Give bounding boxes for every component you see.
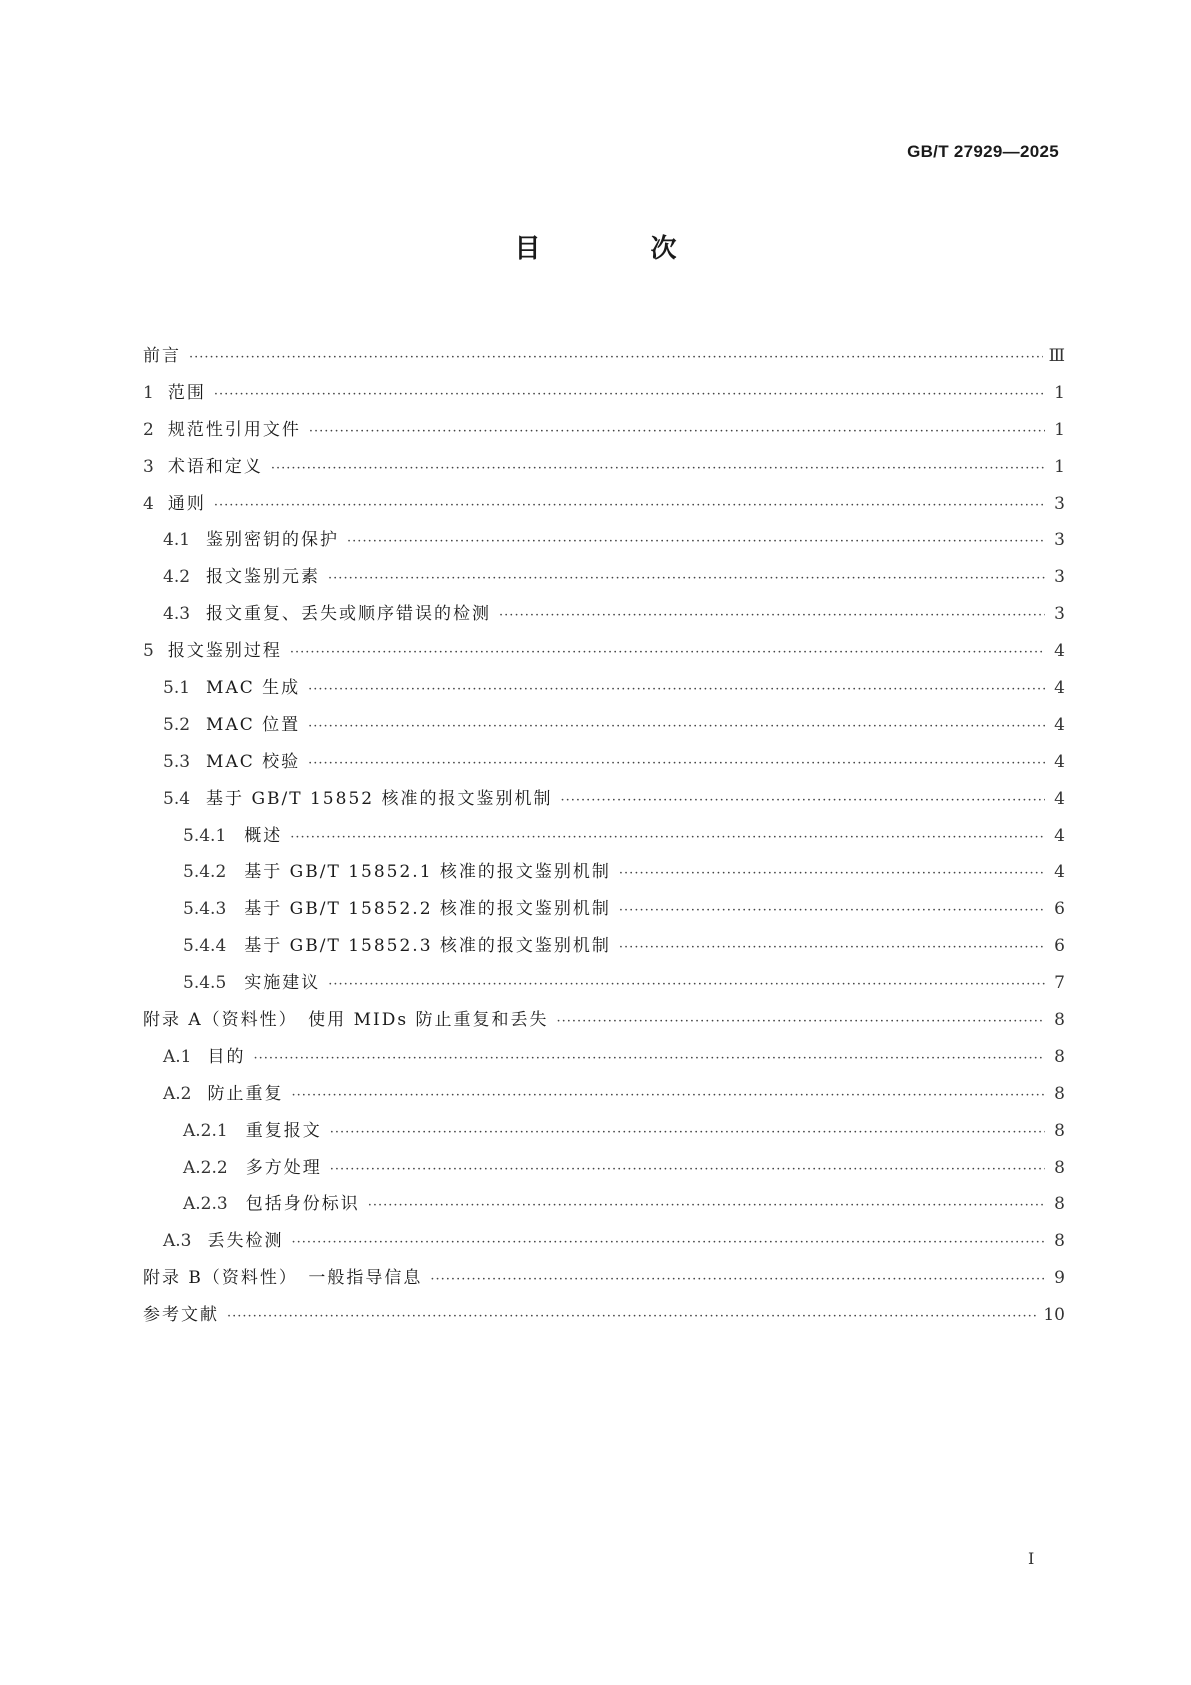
standard-code: GB/T 27929—2025 [907, 142, 1059, 161]
toc-entry-page: 3 [1054, 530, 1065, 551]
toc-entry-title: MAC 校验 [206, 751, 301, 772]
toc-entry-page: 4 [1054, 862, 1065, 883]
toc-dot-leader [556, 1014, 1045, 1029]
toc-entry-number: A.2 [163, 1083, 192, 1104]
toc-entry-page: 4 [1054, 641, 1065, 662]
toc-entry-number: 5.4.4 [183, 936, 227, 957]
toc-dot-leader [560, 793, 1045, 808]
toc-dot-leader [328, 977, 1045, 992]
toc-entry-title: 通则 [167, 493, 206, 514]
toc-entry-page: 10 [1043, 1305, 1065, 1326]
toc-dot-leader [308, 682, 1045, 697]
toc-entry-page: 8 [1054, 1120, 1065, 1141]
toc-entry[interactable] [143, 1263, 1065, 1300]
toc-entry[interactable] [143, 1116, 1065, 1153]
toc-entry-title: 基于 GB/T 15852.3 核准的报文鉴别机制 [244, 936, 611, 957]
toc-entry-page: 3 [1054, 604, 1065, 625]
toc-entry[interactable] [143, 599, 1065, 636]
footer-page-number: I [1028, 1549, 1035, 1568]
toc-dot-leader [254, 1051, 1046, 1066]
toc-entry-number: 4.1 [163, 530, 191, 551]
toc-entry-number: 4 [143, 493, 154, 514]
toc-entry-title: 规范性引用文件 [167, 419, 301, 440]
toc-entry-title: 包括身份标识 [245, 1194, 360, 1215]
toc-entry-page: 8 [1054, 1157, 1065, 1178]
toc-entry[interactable] [143, 1079, 1065, 1116]
toc-entry-number: A.2.1 [183, 1120, 228, 1141]
toc-entry-number: A.1 [163, 1046, 192, 1067]
toc-entry[interactable] [143, 1153, 1065, 1190]
toc-entry-title: 前言 [143, 346, 181, 366]
toc-entry[interactable] [143, 452, 1065, 489]
toc-entry[interactable] [143, 636, 1065, 673]
toc-entry-page: 1 [1054, 456, 1065, 477]
toc-dot-leader [271, 461, 1045, 476]
toc-entry-title: 范围 [167, 382, 206, 403]
toc-dot-leader [227, 1309, 1037, 1324]
toc-entry-page: 6 [1054, 936, 1065, 957]
toc-entry-number: A.2.2 [183, 1157, 228, 1178]
toc-entry-title: 概述 [244, 825, 283, 846]
toc-entry-title: 重复报文 [245, 1120, 322, 1141]
toc-entry-page: 1 [1054, 382, 1065, 403]
toc-entry[interactable] [143, 931, 1065, 968]
toc-dot-leader [619, 903, 1045, 918]
toc-entry-page: 3 [1054, 567, 1065, 588]
toc-dot-leader [347, 534, 1045, 549]
toc-entry[interactable] [143, 1189, 1065, 1226]
toc-entry-title: 实施建议 [244, 973, 321, 994]
toc-dot-leader [328, 571, 1045, 586]
toc-entry[interactable] [143, 562, 1065, 599]
toc-entry-page: 1 [1054, 419, 1065, 440]
toc-dot-leader [308, 756, 1045, 771]
toc-entry-title: 报文鉴别元素 [206, 567, 321, 588]
toc-entry[interactable] [143, 1300, 1065, 1337]
toc-entry-title: 基于 GB/T 15852 核准的报文鉴别机制 [206, 788, 553, 809]
toc-dot-leader [292, 1235, 1046, 1250]
toc-entry-title: MAC 生成 [206, 678, 301, 699]
toc-entry-page: 4 [1054, 825, 1065, 846]
toc-entry[interactable] [143, 968, 1065, 1005]
toc-entry-page: 4 [1054, 751, 1065, 772]
toc-dot-leader [430, 1272, 1045, 1287]
toc-entry-page: 4 [1054, 714, 1065, 735]
toc-entry[interactable] [143, 821, 1065, 858]
toc-dot-leader [214, 498, 1045, 513]
toc-entry-page: 8 [1054, 1194, 1065, 1215]
toc-dot-leader [189, 350, 1043, 365]
toc-entry[interactable] [143, 489, 1065, 526]
toc-entry-number: 1 [143, 382, 154, 403]
toc-entry-number: 5.3 [163, 751, 191, 772]
toc-entry-title: 鉴别密钥的保护 [206, 530, 340, 551]
toc-entry[interactable] [143, 1005, 1065, 1042]
toc-entry-page: 4 [1054, 678, 1065, 699]
toc-entry-number: 5.4.3 [183, 899, 227, 920]
toc-entry-title: 报文鉴别过程 [167, 641, 282, 662]
toc-entry-page: 8 [1054, 1046, 1065, 1067]
toc-entry[interactable] [143, 1042, 1065, 1079]
toc-entry[interactable] [143, 673, 1065, 710]
toc-entry[interactable] [143, 415, 1065, 452]
toc-entry[interactable] [143, 894, 1065, 931]
toc-dot-leader [368, 1198, 1045, 1213]
page-title: 目 次 [514, 234, 719, 264]
toc-entry-number: 4.3 [163, 604, 191, 625]
toc-entry-number: 5.4.2 [183, 862, 227, 883]
toc-entry-title: 防止重复 [207, 1083, 284, 1104]
toc-entry-number: 5 [143, 641, 154, 662]
toc-entry-page: 4 [1054, 788, 1065, 809]
toc-dot-leader [308, 719, 1045, 734]
toc-entry-number: 5.1 [163, 678, 191, 699]
toc-entry-page: 8 [1054, 1231, 1065, 1252]
toc-entry-title: 丢失检测 [207, 1231, 284, 1252]
toc-entry[interactable] [143, 857, 1065, 894]
toc-entry-page: 7 [1054, 973, 1065, 994]
toc-entry-title: 术语和定义 [167, 456, 263, 477]
table-of-contents [143, 341, 1065, 1337]
toc-entry[interactable] [143, 747, 1065, 784]
toc-entry-number: A.3 [163, 1231, 192, 1252]
toc-entry-page: 8 [1054, 1083, 1065, 1104]
toc-entry-title: 附录 A（资料性） 使用 MIDs 防止重复和丢失 [143, 1010, 549, 1031]
toc-entry-page: 6 [1054, 899, 1065, 920]
toc-dot-leader [290, 645, 1045, 660]
toc-entry-number: 5.4.1 [183, 825, 227, 846]
toc-entry-number: 4.2 [163, 567, 191, 588]
toc-entry-page: 9 [1054, 1268, 1065, 1289]
toc-entry-title: 基于 GB/T 15852.2 核准的报文鉴别机制 [244, 899, 611, 920]
toc-entry-title: 基于 GB/T 15852.1 核准的报文鉴别机制 [244, 862, 611, 883]
toc-entry-number: 5.2 [163, 714, 191, 735]
toc-entry-title: 附录 B（资料性） 一般指导信息 [143, 1268, 423, 1289]
toc-dot-leader [309, 424, 1045, 439]
toc-entry-number: 3 [143, 456, 154, 477]
toc-dot-leader [292, 1088, 1046, 1103]
toc-entry-number: 2 [143, 419, 154, 440]
toc-entry[interactable] [143, 525, 1065, 562]
toc-entry-page: 3 [1054, 493, 1065, 514]
toc-dot-leader [619, 940, 1045, 955]
toc-entry-number: A.2.3 [183, 1194, 228, 1215]
toc-entry-title: 目的 [207, 1046, 246, 1067]
toc-entry-title: 参考文献 [143, 1305, 219, 1326]
toc-dot-leader [499, 608, 1045, 623]
toc-entry-title: MAC 位置 [206, 714, 301, 735]
toc-entry-page: 8 [1054, 1010, 1065, 1031]
toc-entry-number: 5.4 [163, 788, 191, 809]
toc-dot-leader [214, 387, 1045, 402]
toc-entry-title: 多方处理 [245, 1157, 322, 1178]
toc-dot-leader [619, 866, 1045, 881]
toc-entry[interactable] [143, 1226, 1065, 1263]
toc-entry[interactable] [143, 784, 1065, 821]
toc-dot-leader [330, 1125, 1045, 1140]
toc-entry[interactable] [143, 341, 1065, 378]
toc-dot-leader [290, 830, 1045, 845]
toc-entry[interactable] [143, 710, 1065, 747]
toc-entry[interactable] [143, 378, 1065, 415]
toc-entry-page: Ⅲ [1048, 346, 1065, 366]
toc-dot-leader [330, 1162, 1045, 1177]
toc-entry-title: 报文重复、丢失或顺序错误的检测 [206, 604, 492, 625]
toc-entry-number: 5.4.5 [183, 973, 227, 994]
